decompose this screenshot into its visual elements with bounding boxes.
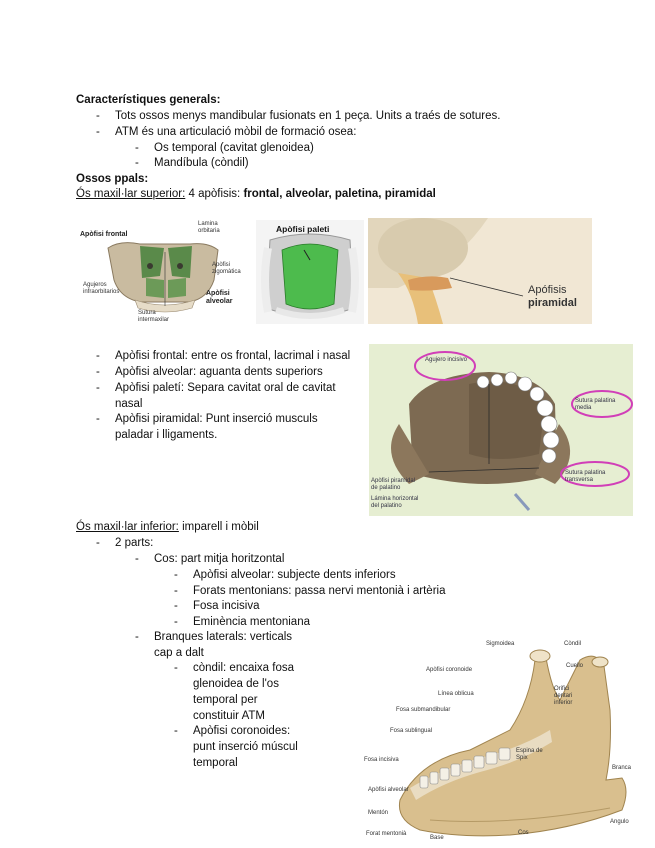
label-apofisi-coronoide: Apòfisi coronoide — [426, 667, 473, 673]
label-forat-mentonia: Forat mentonià — [366, 831, 407, 837]
label-agujero-incisivo: Agujero incisivo — [425, 357, 468, 363]
label-espina-spix: Espina de Spix — [516, 748, 543, 761]
bullet-dash: - — [135, 553, 139, 565]
branques-item-1: còndil: encaixa fosa glenoidea de l'os temporal per constituir ATM — [193, 662, 295, 722]
label-cuello: Cuello — [566, 663, 584, 669]
label-orifici-dentari: Orifici dentari inferior — [554, 686, 573, 706]
label-apofisis: Apófisis — [528, 284, 567, 296]
apofisis-piramidal-figure — [368, 218, 592, 324]
bullet-dash: - — [96, 350, 100, 362]
label-apofisi-zigomatica: Apòfisi zigomàtica — [212, 262, 241, 275]
maxilar-sup-count: 4 apòfisis: — [185, 188, 244, 200]
label-lamina-horizontal: Lámina horizontal del palatino — [371, 496, 419, 509]
label-sutura-palatina-transversa: Sutura palatina transversa — [565, 470, 606, 483]
label-apofisi-alveolar: Apòfisi alveolar — [368, 787, 409, 793]
label-angulo: Angulo — [610, 819, 629, 825]
branques-item-2: Apòfisi coronoides: punt inserció múscul temporal — [193, 725, 298, 769]
atm-item-2: Mandíbula (còndil) — [154, 157, 249, 169]
atm-item-1: Os temporal (cavitat glenoidea) — [154, 142, 314, 154]
maxilar-inf-desc: imparell i mòbil — [178, 521, 259, 533]
label-menton: Mentón — [368, 810, 389, 816]
label-apofisi-alveolar: Apòfisi alveolar — [206, 290, 233, 305]
apofisi-alveolar-item: Apòfisi alveolar: aguanta dents superiors — [115, 366, 323, 378]
maxilar-inf-line — [76, 519, 259, 535]
label-base: Base — [430, 835, 444, 841]
label-sigmoidea: Sigmoidea — [486, 641, 515, 647]
mandible-illustration — [360, 630, 654, 846]
apofisi-paleti-item: Apòfisi paletí: Separa cavitat oral de cavitat nasal — [115, 382, 336, 410]
apofisi-frontal-item: Apòfisi frontal: entre os frontal, lacrimal i nasal — [115, 350, 351, 362]
mandible-figure — [360, 630, 654, 846]
apofisi-piramidal-item: Apòfisi piramidal: Punt inserció musculs paladar i lligaments. — [115, 413, 318, 441]
general-bullet-2: ATM és una articulació mòbil de formació osea: — [115, 126, 357, 138]
cos-item-2: Forats mentonians: passa nervi mentonià i artèria — [193, 585, 446, 597]
label-fosa-submandibular: Fosa submandibular — [396, 707, 451, 713]
label-cos: Cos — [518, 830, 529, 836]
label-lamina-orbitaria: Lamina orbitaria — [198, 221, 220, 234]
general-title: Característiques generals: — [76, 94, 221, 106]
palate-inferior-figure — [369, 344, 633, 516]
label-sutura-intermaxilar: Sutura intermaxilar — [138, 310, 170, 323]
bullet-dash: - — [96, 382, 100, 394]
bullet-dash: - — [96, 366, 100, 378]
cos-item-4: Eminència mentoniana — [193, 616, 310, 628]
cos-item-3: Fosa incisiva — [193, 600, 260, 612]
bullet-dash: - — [96, 537, 100, 549]
label-condil: Còndil — [564, 641, 582, 647]
apofisi-paleti-figure — [256, 220, 364, 324]
bullet-dash: - — [135, 157, 139, 169]
bullet-dash: - — [174, 585, 178, 597]
bullet-dash: - — [96, 413, 100, 425]
bullet-dash: - — [135, 142, 139, 154]
bullet-dash: - — [174, 725, 178, 737]
bullet-dash: - — [96, 110, 100, 122]
label-agujeros-infraorbitarios: Agujeros infraorbitarios — [83, 282, 120, 295]
maxilar-sup-line — [76, 186, 436, 202]
bullet-dash: - — [96, 126, 100, 138]
maxilar-sup-apofisis: frontal, alveolar, paletina, piramidal — [243, 188, 436, 200]
label-sutura-palatina-media: Sutura palatina media — [575, 398, 616, 411]
maxilar-inf-label: Ós maxil·lar inferior: — [76, 521, 179, 533]
bullet-dash: - — [174, 600, 178, 612]
branques-text: Branques laterals: verticals cap a dalt — [154, 631, 293, 659]
label-piramidal: piramidal — [528, 297, 577, 309]
parts-text: 2 parts: — [115, 537, 154, 549]
label-fosa-incisiva: Fosa incisiva — [364, 757, 399, 763]
palate-illustration — [256, 220, 364, 324]
maxilar-sup-label: Ós maxil·lar superior: — [76, 188, 186, 200]
label-branca: Branca — [612, 765, 632, 771]
bullet-dash: - — [135, 631, 139, 643]
bullet-dash: - — [174, 569, 178, 581]
cos-text: Cos: part mitja horitzontal — [154, 553, 285, 565]
label-fosa-sublingual: Fosa sublingual — [390, 728, 433, 734]
fig2-title: Apòfisi paleti — [276, 224, 330, 234]
bullet-dash: - — [174, 662, 178, 674]
general-bullet-1: Tots ossos menys mandibular fusionats en 1 peça. Units a traés de sotures. — [115, 110, 501, 122]
label-apofisi-frontal: Apòfisi frontal — [80, 231, 128, 238]
label-apofisi-piramidal-palatino: Apòfisi piramidal de palatino — [371, 478, 416, 491]
maxilar-frontal-figure — [80, 218, 250, 326]
bullet-dash: - — [174, 616, 178, 628]
ossos-title: Ossos ppals: — [76, 173, 149, 185]
cos-item-1: Apòfisi alveolar: subjecte dents inferiors — [193, 569, 396, 581]
label-linea-oblicua: Línea oblicua — [438, 691, 474, 697]
